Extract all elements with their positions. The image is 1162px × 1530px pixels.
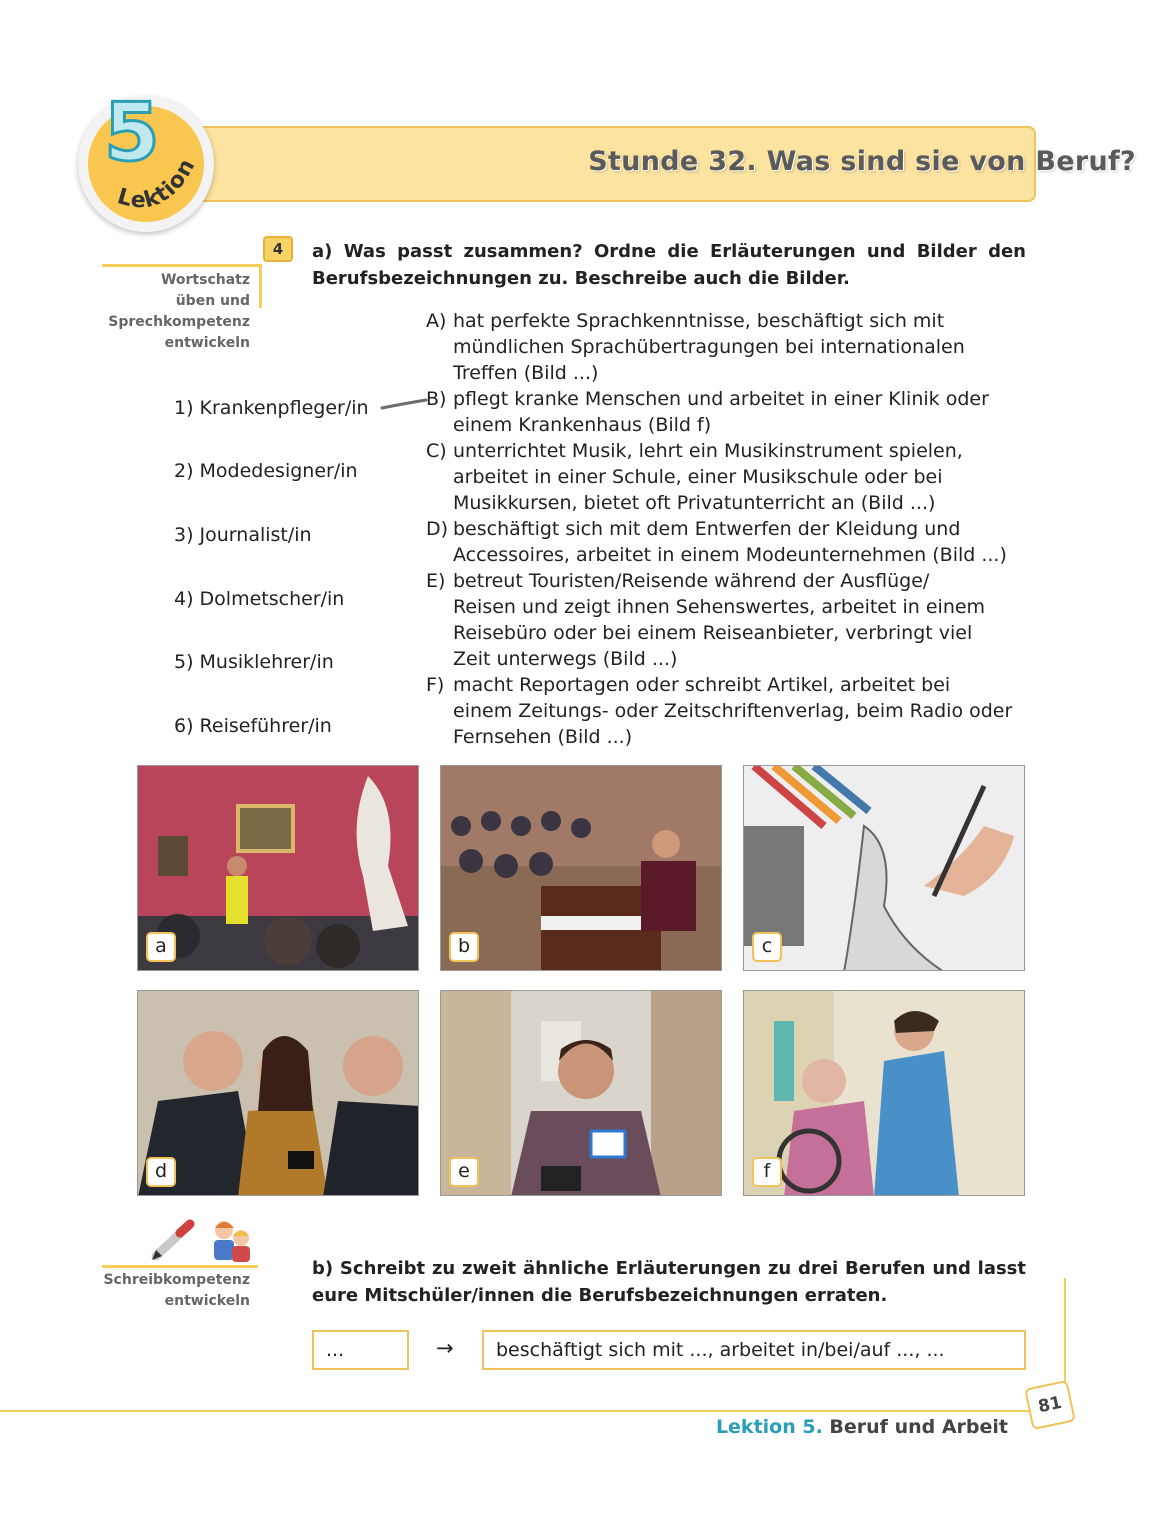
page-number: 81	[1024, 1380, 1076, 1430]
explanation-e: E) betreut Touristen/Reisende während der Ausflüge/ Reisen und zeigt ihnen Sehenswertes, arbeitet in einem Reisebüro oder bei einem Reiseanbieter, verbringt viel Zeit unterwegs (Bild ...)	[426, 570, 986, 670]
footer-lesson: Lektion 5.	[715, 1416, 823, 1438]
skill-label-writing: Schreibkompetenz entwickeln	[103, 1272, 250, 1309]
example-explanation-box: beschäftigt sich mit ..., arbeitet in/bei/auf ..., ...	[482, 1330, 1026, 1370]
explanation-f: F) macht Reportagen oder schreibt Artikel, arbeitet bei einem Zeitungs- oder Zeitschriftenverlag, beim Radio oder Fernsehen (Bild ...)	[426, 674, 1013, 748]
task-b-instruction: b) Schreibt zu zweit ähnliche Erläuterungen zu drei Berufen und lasst eure Mitschüler/innen die Berufsbezeichnungen erraten.	[312, 1258, 1026, 1306]
profession-item: 6) Reiseführer/in	[174, 715, 332, 737]
task-number: 4	[263, 236, 293, 262]
pair-of-students-icon	[208, 1216, 256, 1264]
page-margin-line	[1064, 1278, 1066, 1390]
photo-a-museum-guide	[137, 765, 419, 971]
page-title: Stunde 32. Was sind sie von Beruf?	[588, 146, 1136, 177]
side-note-line	[102, 264, 262, 267]
photo-b-music-teacher	[440, 765, 722, 971]
footer-line	[0, 1410, 1040, 1412]
profession-item: 3) Journalist/in	[174, 524, 312, 546]
svg-text:Lektion: Lektion	[114, 154, 201, 214]
footer-topic: Beruf und Arbeit	[829, 1416, 1008, 1438]
explanation-a: A) hat perfekte Sprachkenntnisse, beschäftigt sich mit mündlichen Sprachübertragungen bei internationalen Treffen (Bild ...)	[426, 310, 965, 384]
footer-lesson-title	[716, 1416, 1008, 1438]
side-note-line-vertical	[259, 264, 262, 308]
photo-f-nurse	[743, 990, 1025, 1196]
arrow-right-icon: →	[436, 1336, 454, 1360]
photo-label: f	[752, 1157, 782, 1187]
match-connector-line	[380, 396, 430, 416]
lesson-word	[112, 150, 212, 220]
task-a-instruction: a) Was passt zusammen? Ordne die Erläuterungen und Bilder den Berufsbezeichnungen zu. Beschreibe auch die Bilder.	[312, 241, 1026, 289]
photo-e-journalist	[440, 990, 722, 1196]
profession-item: 4) Dolmetscher/in	[174, 588, 345, 610]
photo-label: d	[146, 1157, 176, 1187]
explanation-d: D) beschäftigt sich mit dem Entwerfen der Kleidung und Accessoires, arbeitet in einem Modeunternehmen (Bild ...)	[426, 518, 1007, 566]
photo-label: a	[146, 932, 176, 962]
photo-d-interpreter	[137, 990, 419, 1196]
lesson-number: 5	[104, 86, 160, 179]
profession-item: 5) Musiklehrer/in	[174, 651, 334, 673]
photo-label: e	[449, 1157, 479, 1187]
photo-label: b	[449, 932, 479, 962]
example-profession-box: ...	[312, 1330, 409, 1370]
side-note-line	[102, 1265, 258, 1268]
skill-label-speaking: Wortschatz üben und Sprechkompetenz entwickeln	[108, 272, 250, 351]
photo-label: c	[752, 932, 782, 962]
explanation-c: C) unterrichtet Musik, lehrt ein Musikinstrument spielen, arbeitet in einer Schule, einer Musikschule oder bei Musikkursen, bietet oft Privatunterricht an (Bild ...)	[426, 440, 963, 514]
pencil-icon	[150, 1218, 198, 1262]
profession-item: 2) Modedesigner/in	[174, 460, 358, 482]
profession-item: 1) Krankenpfleger/in	[174, 397, 369, 419]
photo-c-fashion-sketch	[743, 765, 1025, 971]
explanation-b: B) pflegt kranke Menschen und arbeitet in einer Klinik oder einem Krankenhaus (Bild f)	[426, 388, 989, 436]
